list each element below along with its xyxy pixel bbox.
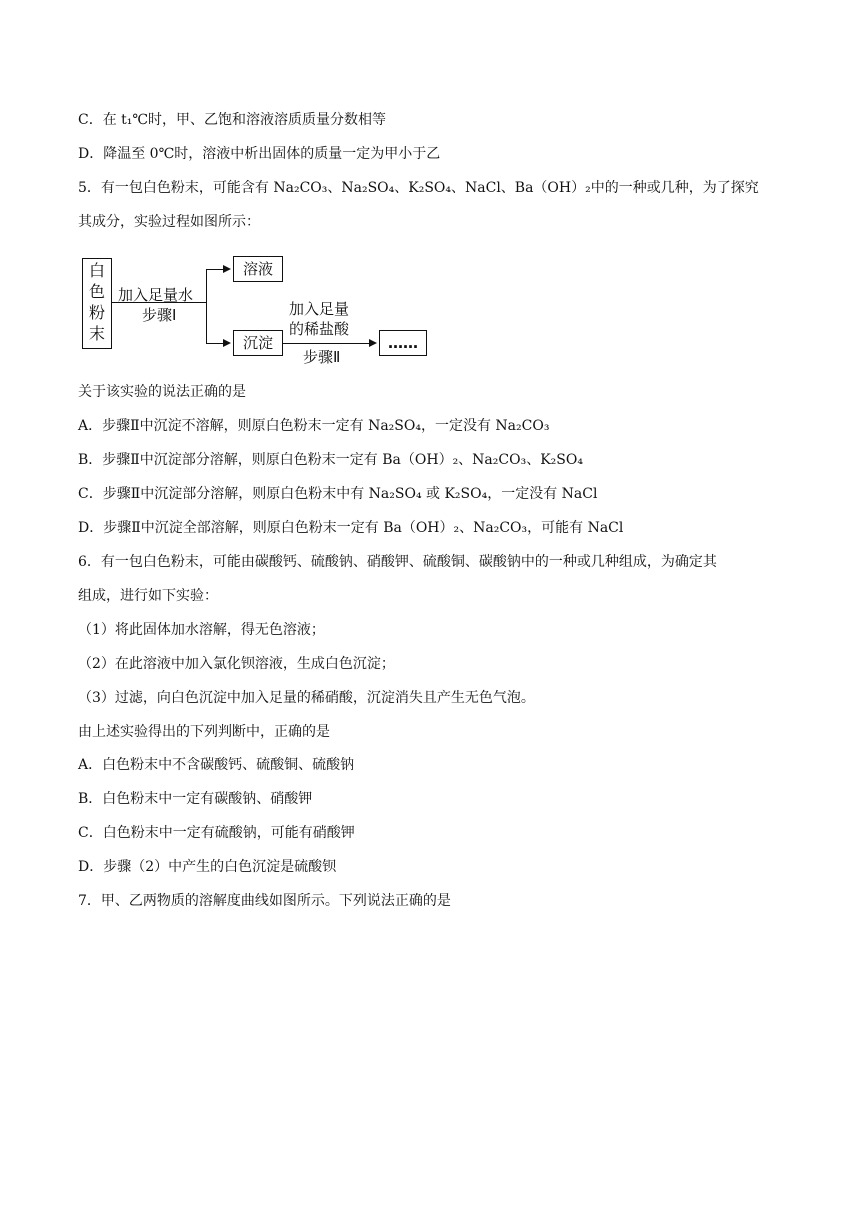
q5-formulas: Na₂CO₃、Na₂SO₄、K₂SO₄、NaCl、Ba（OH）₂ <box>273 180 591 196</box>
arrow-to-solution <box>223 265 231 273</box>
wire-to-solution <box>206 269 224 270</box>
q6-option-a: A．白色粉末中不含碳酸钙、硫酸铜、硫酸钠 <box>78 757 355 773</box>
result-label: …… <box>388 334 418 352</box>
white-powder-box <box>82 258 112 349</box>
q5-stem-part2: 中的一种或几种，为了探究 <box>590 180 759 196</box>
q6-option-c: C．白色粉末中一定有硫酸钠，可能有硝酸钾 <box>78 825 355 841</box>
q5-option-a: A．步骤Ⅱ中沉淀不溶解，则原白色粉末一定有 Na₂SO₄，一定没有 Na₂CO₃ <box>78 418 550 434</box>
powder-char: 色 <box>88 282 105 301</box>
q6-stem-line2: 组成，进行如下实验： <box>78 588 218 604</box>
powder-char: 粉 <box>88 303 105 322</box>
wire-step2 <box>282 343 370 344</box>
powder-char: 白 <box>88 261 105 280</box>
step2-name-label: 步骤Ⅱ <box>303 348 341 366</box>
powder-char: 末 <box>88 324 105 343</box>
q5-option-b: B．步骤Ⅱ中沉淀部分溶解，则原白色粉末一定有 Ba（OH）₂、Na₂CO₃、K₂SO₄ <box>78 452 583 468</box>
q5-option-d: D．步骤Ⅱ中沉淀全部溶解，则原白色粉末一定有 Ba（OH）₂、Na₂CO₃，可能有 NaCl <box>78 520 624 536</box>
q4-option-d: D．降温至 0℃时，溶液中析出固体的质量一定为甲小于乙 <box>78 146 441 162</box>
result-box <box>379 330 427 356</box>
q4-option-c: C．在 t₁℃时，甲、乙饱和溶液溶质质量分数相等 <box>78 112 387 128</box>
q5-stem-part1: 5．有一包白色粉末，可能含有 <box>78 180 274 196</box>
q5-stem-line1 <box>78 178 759 198</box>
q6-prompt: 由上述实验得出的下列判断中，正确的是 <box>78 724 330 740</box>
q7-stem: 7．甲、乙两物质的溶解度曲线如图所示。下列说法正确的是 <box>78 893 451 909</box>
q6-stem-line1: 6．有一包白色粉末，可能由碳酸钙、硫酸钠、硝酸钾、硫酸铜、碳酸钠中的一种或几种组成，为确定其 <box>78 554 717 570</box>
q6-option-b: B．白色粉末中一定有碳酸钠、硝酸钾 <box>78 791 313 807</box>
wire-to-precipitate <box>206 343 224 344</box>
q6-experiment-1: （1）将此固体加水溶解，得无色溶液； <box>78 622 325 638</box>
step2-action-line1: 加入足量 <box>289 300 350 318</box>
solution-box <box>233 256 283 282</box>
q5-stem-line2: 其成分，实验过程如图所示： <box>78 214 260 230</box>
solution-label: 溶液 <box>242 260 273 278</box>
wire-branch <box>206 269 207 343</box>
step2-action-line2: 的稀盐酸 <box>289 320 350 338</box>
precipitate-box <box>233 330 283 356</box>
step1-name-label: 步骤Ⅰ <box>142 306 177 324</box>
arrow-step2 <box>369 339 377 347</box>
precipitate-label: 沉淀 <box>242 334 273 352</box>
q5-flow-diagram <box>82 252 442 366</box>
q6-experiment-3: （3）过滤，向白色沉淀中加入足量的稀硝酸，沉淀消失且产生无色气泡。 <box>78 690 535 706</box>
arrow-to-precipitate <box>223 339 231 347</box>
q6-option-d: D．步骤（2）中产生的白色沉淀是硫酸钡 <box>78 859 337 875</box>
q5-option-c: C．步骤Ⅱ中沉淀部分溶解，则原白色粉末中有 Na₂SO₄ 或 K₂SO₄，一定没有 NaCl <box>78 486 598 502</box>
q6-experiment-2: （2）在此溶液中加入氯化钡溶液，生成白色沉淀； <box>78 656 395 672</box>
step1-action-label: 加入足量水 <box>118 286 194 304</box>
q5-prompt: 关于该实验的说法正确的是 <box>78 384 246 400</box>
